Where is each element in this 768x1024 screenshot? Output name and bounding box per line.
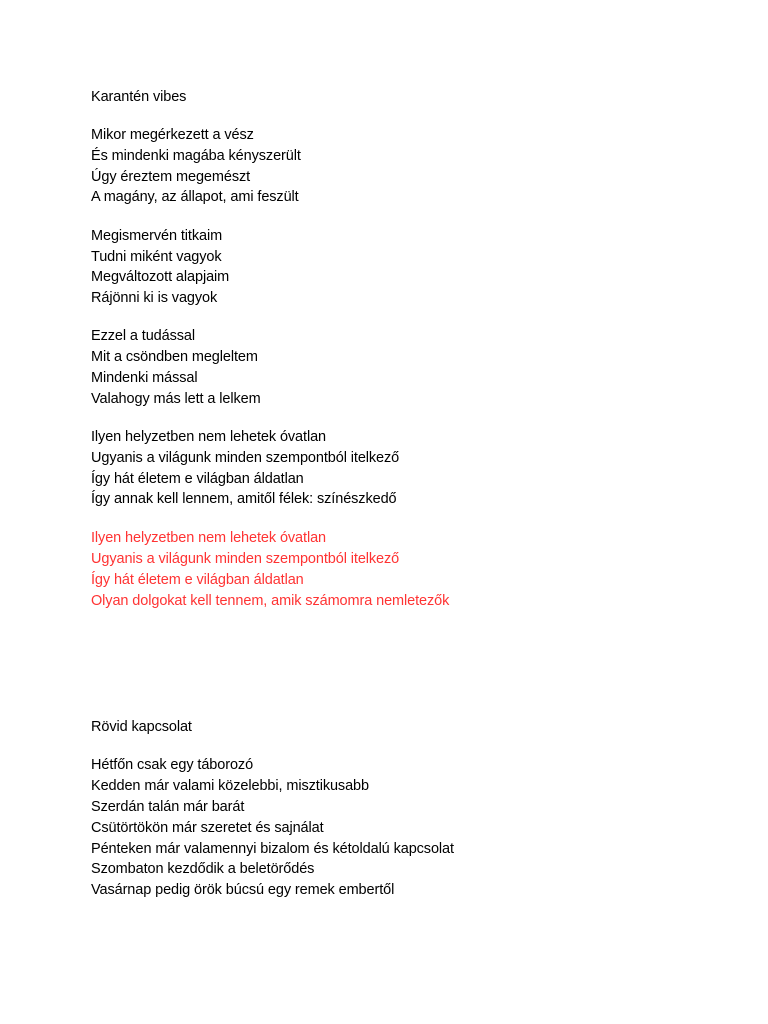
poem-line: Ezzel a tudással — [91, 328, 195, 344]
poem-title: Rövid kapcsolat — [91, 719, 192, 735]
poem-line: És mindenki magába kényszerült — [91, 148, 301, 164]
poem-line: Tudni miként vagyok — [91, 249, 222, 265]
poem-line: Pénteken már valamennyi bizalom és kétoldalú kapcsolat — [91, 841, 454, 857]
poem-line: A magány, az állapot, ami feszült — [91, 189, 299, 205]
poem-line: Így annak kell lennem, amitől félek: színészkedő — [91, 491, 397, 507]
poem-line: Vasárnap pedig örök búcsú egy remek embertől — [91, 882, 395, 898]
poem-line: Mindenki mással — [91, 370, 198, 386]
poem-line: Ilyen helyzetben nem lehetek óvatlan — [91, 429, 326, 445]
poem-line: Így hát életem e világban áldatlan — [91, 471, 304, 487]
poem-line: Mikor megérkezett a vész — [91, 127, 254, 143]
poem-line: Úgy éreztem megemészt — [91, 169, 251, 185]
poem-line: Ugyanis a világunk minden szempontból itelkező — [91, 450, 400, 466]
poem-line: Rájönni ki is vagyok — [91, 290, 218, 306]
poem-line: Kedden már valami közelebbi, misztikusabb — [91, 778, 369, 794]
poem-alt-line: Ilyen helyzetben nem lehetek óvatlan — [91, 530, 326, 546]
poem-alt-line: Így hát életem e világban áldatlan — [91, 572, 304, 588]
poem-line: Csütörtökön már szeretet és sajnálat — [91, 820, 324, 836]
poem-line: Megváltozott alapjaim — [91, 269, 230, 285]
poem-line: Szerdán talán már barát — [91, 799, 245, 815]
poem-line: Megismervén titkaim — [91, 228, 223, 244]
poem-line: Hétfőn csak egy táborozó — [91, 757, 254, 773]
poem-line: Valahogy más lett a lelkem — [91, 391, 261, 407]
poem-line: Mit a csöndben megleltem — [91, 349, 258, 365]
poem-title: Karantén vibes — [91, 89, 187, 105]
poem-alt-line: Olyan dolgokat kell tennem, amik számomra nemletezők — [91, 593, 450, 609]
poem-alt-line: Ugyanis a világunk minden szempontból itelkező — [91, 551, 400, 567]
poem-line: Szombaton kezdődik a beletörődés — [91, 861, 315, 877]
